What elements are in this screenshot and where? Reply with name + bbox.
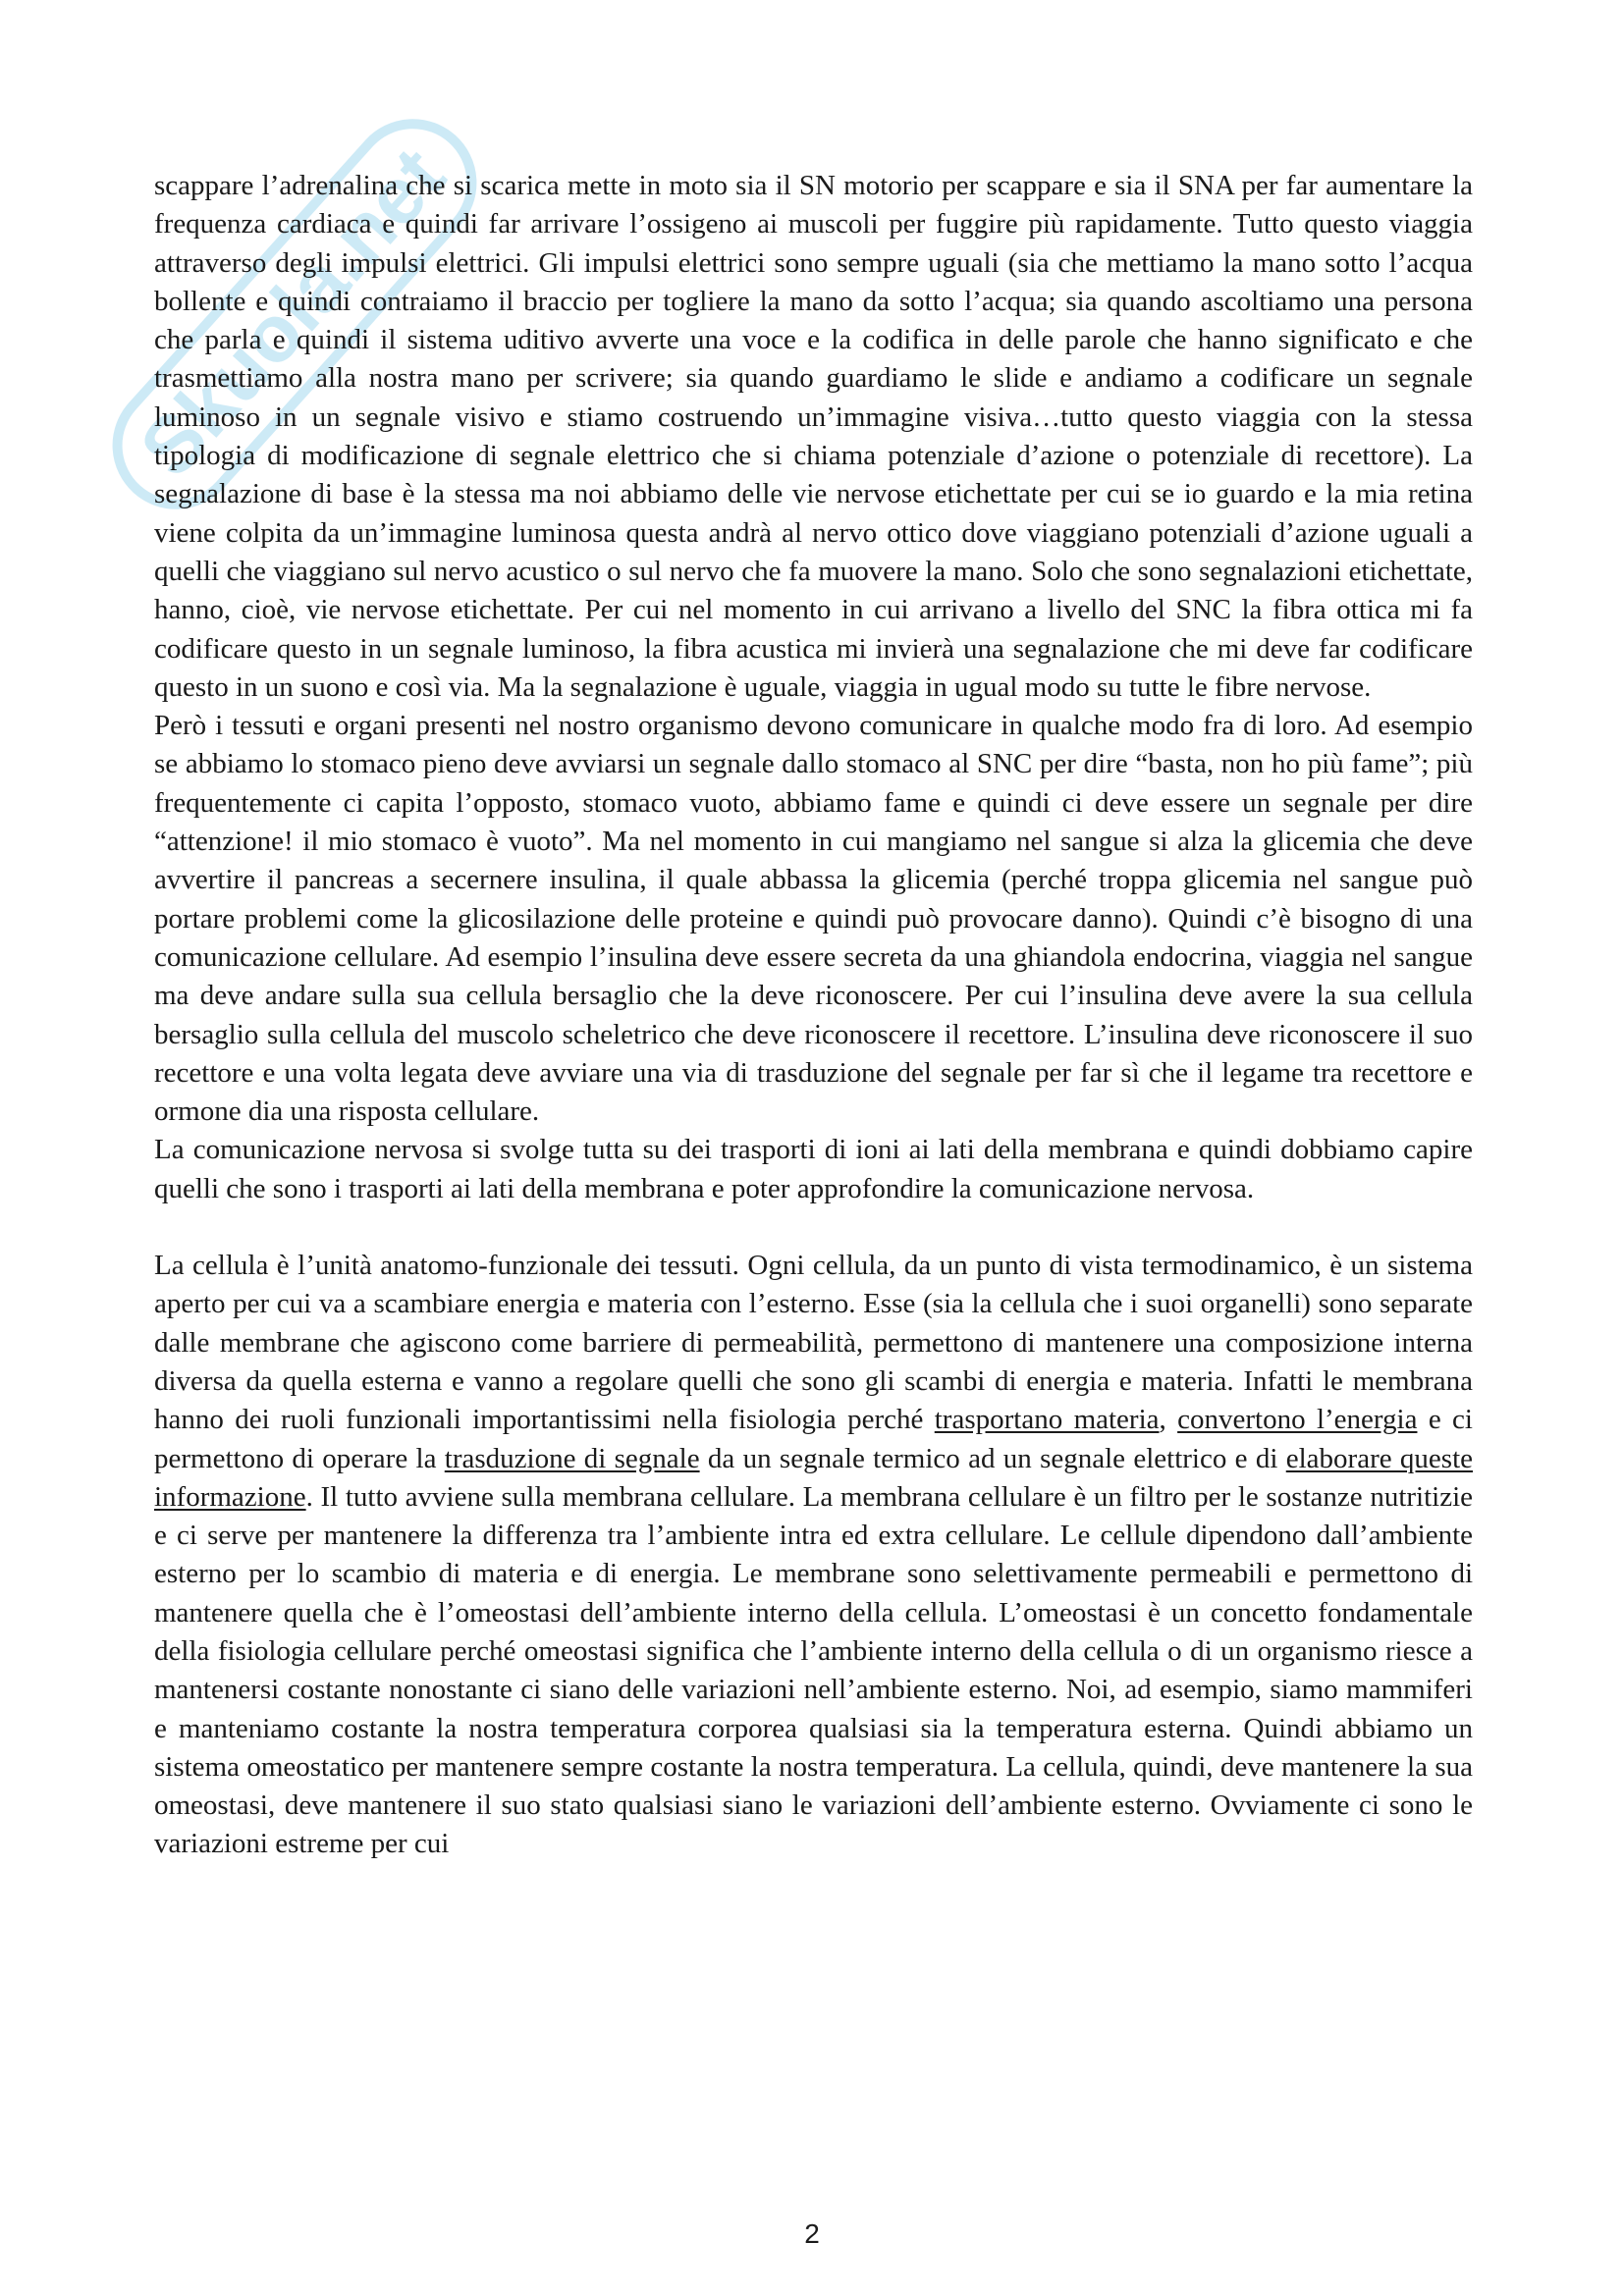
- text-run: La cellula è l’unità anatomo-funzionale dei tessuti. Ogni cellula, da un punto di vista termodinamico, è un sistema aperto per cui va a scambiare energia e materia con l’esterno. Esse (sia la cellula che i suoi organelli) sono separate dalle membrane che agiscono come barriere di permeabilità, permettono di mantenere una composizione interna diversa da quella esterna e vanno a regolare quelli che sono gli scambi di energia e materia. Infatti le membrana hanno dei ruoli funzionali importantissimi nella fisiologia perché: [154, 1250, 1473, 1436]
- paragraph-1: [154, 167, 1473, 707]
- underlined-phrase: trasduzione di segnale: [444, 1442, 700, 1474]
- underlined-phrase: convertono l’energia: [1177, 1404, 1418, 1436]
- text-run: scappare l’adrenalina che si scarica mette in moto sia il SN motorio per scappare e sia il SNA per far aumentare la frequenza cardiaca e quindi far arrivare l’ossigeno ai muscoli per fuggire più rapidamente. Tutto questo viaggia attraverso degli impulsi elettrici. Gli impulsi elettrici sono sempre uguali (sia che mettiamo la mano sotto l’acqua bollente e quindi contraiamo il braccio per togliere la mano da sotto l’acqua; sia quando ascoltiamo una persona che parla e quindi il sistema uditivo avverte una voce e la codifica in delle parole che hanno significato e che trasmettiamo alla nostra mano per scrivere; sia quando guardiamo le slide e andiamo a codificare un segnale luminoso in un segnale visivo e stiamo costruendo un’immagine visiva…tutto questo viaggia con la stessa tipologia di modificazione di segnale elettrico che si chiama potenziale d’azione o potenziale di recettore). La segnalazione di base è la stessa ma noi abbiamo delle vie nervose etichettate per cui se io guardo e la mia retina viene colpita da un’immagine luminosa questa andrà al nervo ottico dove viaggiano potenziali d’azione uguali a quelli che viaggiano sul nervo acustico o sul nervo che fa muovere la mano. Solo che sono segnalazioni etichettate, hanno, cioè, vie nervose etichettate. Per cui nel momento in cui arrivano a livello del SNC la fibra ottica mi fa codificare questo in un segnale luminoso, la fibra acustica mi invierà una segnalazione che mi deve far codificare questo in un suono e così via. Ma la segnalazione è uguale, viaggia in ugual modo su tutte le fibre nervose.: [154, 170, 1473, 703]
- paragraph-3: [154, 1131, 1473, 1208]
- paragraph-4: [154, 1247, 1473, 1864]
- paragraph-2: [154, 707, 1473, 1131]
- text-run: e ci permettono di operare la: [154, 1404, 1473, 1474]
- underlined-phrase: trasportano materia: [934, 1404, 1160, 1436]
- underlined-phrase: elaborare queste informazione: [154, 1442, 1473, 1513]
- svg-text:Skuola.net: Skuola.net: [123, 131, 462, 494]
- page-number: 2: [804, 2218, 820, 2249]
- text-run: da un segnale termico ad un segnale elettrico e di: [699, 1442, 1286, 1474]
- text-run: Però i tessuti e organi presenti nel nostro organismo devono comunicare in qualche modo fra di loro. Ad esempio se abbiamo lo stomaco pieno deve avviarsi un segnale dallo stomaco al SNC per dire “basta, non ho più fame”; più frequentemente ci capita l’opposto, stomaco vuoto, abbiamo fame e quindi ci deve essere un segnale per dire “attenzione! il mio stomaco è vuoto”. Ma nel momento in cui mangiamo nel sangue si alza la glicemia che deve avvertire il pancreas a secernere insulina, il quale abbassa la glicemia (perché troppa glicemia nel sangue può portare problemi come la glicosilazione delle proteine e quindi può provocare danno). Quindi c’è bisogno di una comunicazione cellulare. Ad esempio l’insulina deve essere secreta da una ghiandola endocrina, viaggia nel sangue ma deve andare sulla sua cellula bersaglio che la deve riconoscere. Per cui l’insulina deve avere la sua cellula bersaglio sulla cellula del muscolo scheletrico che deve riconoscere il recettore. L’insulina deve riconoscere il suo recettore e una volta legata deve avviare una via di trasduzione del segnale per far sì che il legame tra recettore e ormone dia una risposta cellulare.: [154, 710, 1473, 1128]
- text-run: La comunicazione nervosa si svolge tutta su dei trasporti di ioni ai lati della membrana e quindi dobbiamo capire quelli che sono i trasporti ai lati della membrana e poter approfondire la comunicazione nervosa.: [154, 1134, 1473, 1204]
- body-text: [154, 167, 1473, 1864]
- text-run: . Il tutto avviene sulla membrana cellulare. La membrana cellulare è un filtro per le sostanze nutritizie e ci serve per mantenere la differenza tra l’ambiente intra ed extra cellulare. Le cellule dipendono dall’ambiente esterno per lo scambio di materia e di energia. Le membrane sono selettivamente permeabili e permettono di mantenere quella che è l’omeostasi dell’ambiente interno della cellula. L’omeostasi è un concetto fondamentale della fisiologia cellulare perché omeostasi significa che l’ambiente interno della cellula o di un organismo riesce a mantenersi costante nonostante ci siano delle variazioni nell’ambiente esterno. Noi, ad esempio, siamo mammiferi e manteniamo costante la nostra temperatura corporea qualsiasi sia la temperatura esterna. Quindi abbiamo un sistema omeostatico per mantenere sempre costante la nostra temperatura. La cellula, quindi, deve mantenere la sua omeostasi, deve mantenere il suo stato qualsiasi siano le variazioni dell’ambiente esterno. Ovviamente ci sono le variazioni estreme per cui: [154, 1480, 1473, 1860]
- text-run: ,: [1159, 1404, 1178, 1436]
